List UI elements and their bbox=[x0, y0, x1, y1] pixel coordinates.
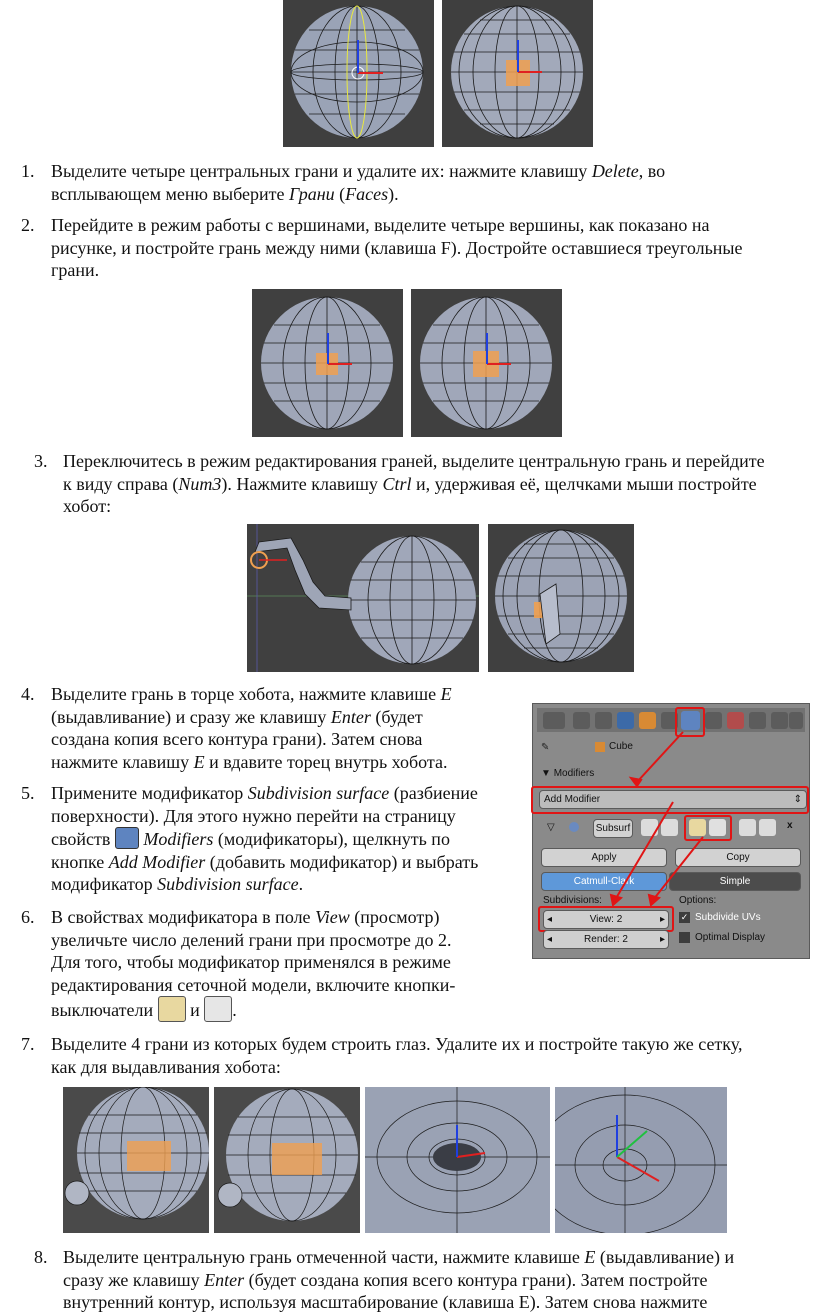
simple-button[interactable]: Simple bbox=[669, 872, 801, 891]
section-title: Modifiers bbox=[553, 768, 595, 779]
text-line: В свойствах модификатора в поле View (просмотр) bbox=[51, 907, 440, 927]
text-line: Выделите четыре центральных грани и удалите их: нажмите клавишу Delete, во bbox=[51, 161, 666, 181]
updown-arrows-icon: ⇕ bbox=[793, 794, 802, 805]
step-text bbox=[63, 1246, 813, 1314]
trunk-render-front bbox=[488, 524, 634, 672]
step-number: 6. bbox=[21, 907, 35, 927]
figure-sphere-loop-select bbox=[283, 0, 434, 147]
text-line: Выделите центральную грань отмеченной части, нажмите клавише E (выдавливание) и bbox=[63, 1247, 735, 1267]
figure-face-built bbox=[411, 289, 562, 437]
collapse-triangle-icon: ▼ bbox=[541, 768, 551, 779]
text-line: Перейдите в режим работы с вершинами, выделите четыре вершины, как показано на bbox=[51, 215, 710, 235]
left-arrow-icon: ◂ bbox=[547, 914, 553, 925]
step-text bbox=[51, 160, 791, 205]
right-arrow-icon: ▸ bbox=[659, 914, 665, 925]
object-name: Cube bbox=[609, 741, 633, 752]
pin-icon: ✎ bbox=[541, 742, 550, 753]
text-line: поверхности). Для этого нужно перейти на страницу bbox=[51, 805, 456, 826]
left-arrow-icon: ◂ bbox=[547, 934, 553, 945]
step-number: 7. bbox=[21, 1034, 35, 1054]
step-number: 1. bbox=[21, 161, 35, 181]
eye-render-1 bbox=[63, 1087, 209, 1233]
text-line: Выделите грань в торце хобота, нажмите клавише E bbox=[51, 684, 452, 704]
text-line: увеличьте число делений грани при просмотре до 2. bbox=[51, 929, 452, 950]
text-line: выключатели и . bbox=[51, 996, 521, 1022]
expand-triangle-icon: ▽ bbox=[547, 822, 555, 833]
sphere-render-2 bbox=[442, 0, 593, 147]
figure-trunk-side-view bbox=[247, 524, 479, 672]
add-modifier-label: Add Modifier bbox=[544, 794, 601, 805]
text-line: (выдавливание) и сразу же клавишу Enter (будет bbox=[51, 706, 423, 727]
step-number: 8. bbox=[34, 1247, 48, 1267]
step-text bbox=[51, 1033, 811, 1078]
sphere-render-1 bbox=[283, 0, 434, 147]
apply-button[interactable]: Apply bbox=[541, 848, 667, 867]
text-line: редактирования сеточной модели, включите кнопки- bbox=[51, 974, 456, 995]
step-number: 5. bbox=[21, 783, 35, 803]
catmull-clark-button[interactable]: Catmull-Clark bbox=[541, 872, 667, 891]
figure-eye-faces-grid bbox=[214, 1087, 360, 1233]
figure-trunk-front-view bbox=[488, 524, 634, 672]
trunk-render-side bbox=[247, 524, 479, 672]
text-line: Выделите 4 грани из которых будем строить глаз. Удалите их и постройте такую же сетку, bbox=[51, 1034, 743, 1054]
text-line: рисунке, и постройте грань между ними (клавиша F). Достройте оставшиеся треугольные bbox=[51, 237, 743, 258]
render-levels-value: Render: 2 bbox=[584, 934, 628, 945]
options-label: Options: bbox=[679, 895, 717, 906]
sphere-render-3 bbox=[252, 289, 403, 437]
optimal-display-label: Optimal Display bbox=[695, 932, 766, 943]
text-line: Примените модификатор Subdivision surface (разбиение bbox=[51, 783, 478, 803]
text-line: создана копия всего контура грани). Затем снова bbox=[51, 729, 423, 749]
annotation-arrows bbox=[533, 704, 809, 958]
sphere-render-4 bbox=[411, 289, 562, 437]
right-arrow-icon: ▸ bbox=[659, 934, 665, 945]
text-line: свойств Modifiers (модификаторы), щелкнуть по bbox=[51, 829, 450, 849]
step-text bbox=[63, 450, 813, 518]
text-line: сразу же клавишу Enter (будет создана копия всего контура грани). Затем постройте bbox=[63, 1269, 708, 1290]
subdivide-uvs-label: Subdivide UVs bbox=[695, 912, 761, 923]
text-line: внутренний контур, используя масштабирование (клавиша E). Затем снова нажмите bbox=[63, 1292, 708, 1312]
close-icon[interactable]: x bbox=[787, 820, 793, 831]
step-text bbox=[51, 683, 521, 773]
eye-render-3 bbox=[365, 1087, 550, 1233]
step-text bbox=[51, 782, 521, 896]
figure-eye-closeup-2 bbox=[555, 1087, 727, 1233]
text-line: грани. bbox=[51, 260, 100, 280]
modifiers-panel-screenshot bbox=[532, 703, 810, 959]
subdivisions-label: Subdivisions: bbox=[543, 895, 602, 906]
step-number: 2. bbox=[21, 215, 35, 235]
text-line: Для того, чтобы модификатор применялся в режиме bbox=[51, 952, 451, 972]
figure-eye-closeup-1 bbox=[365, 1087, 550, 1233]
step-number: 4. bbox=[21, 684, 35, 704]
modifier-name-field[interactable]: Subsurf bbox=[593, 819, 633, 838]
text-line: к виду справа (Num3). Нажмите клавишу Ctrl и, удерживая её, щелчками мыши постройте bbox=[63, 473, 757, 494]
view-levels-value: View: 2 bbox=[589, 914, 623, 925]
text-line: Переключитесь в режим редактирования граней, выделите центральную грань и перейдите bbox=[63, 451, 765, 471]
text-line: как для выдавливания хобота: bbox=[51, 1056, 281, 1077]
figure-vertices-select bbox=[252, 289, 403, 437]
subdivide-uvs-checkbox[interactable]: ✓ bbox=[680, 912, 689, 922]
eye-render-4 bbox=[555, 1087, 727, 1233]
step-text bbox=[51, 214, 811, 282]
step-text bbox=[51, 906, 521, 1022]
figure-sphere-faces-deleted bbox=[442, 0, 593, 147]
copy-button[interactable]: Copy bbox=[675, 848, 801, 867]
eye-render-2 bbox=[214, 1087, 360, 1233]
text-line: всплывающем меню выберите Грани (Faces). bbox=[51, 183, 399, 204]
text-line: модификатор Subdivision surface. bbox=[51, 874, 304, 894]
step-number: 3. bbox=[34, 451, 48, 471]
text-line: кнопке Add Modifier (добавить модификатор) и выбрать bbox=[51, 851, 479, 872]
text-line: хобот: bbox=[63, 496, 112, 516]
text-line: нажмите клавишу E и вдавите торец внутрь хобота. bbox=[51, 751, 448, 772]
figure-eye-faces-select bbox=[63, 1087, 209, 1233]
